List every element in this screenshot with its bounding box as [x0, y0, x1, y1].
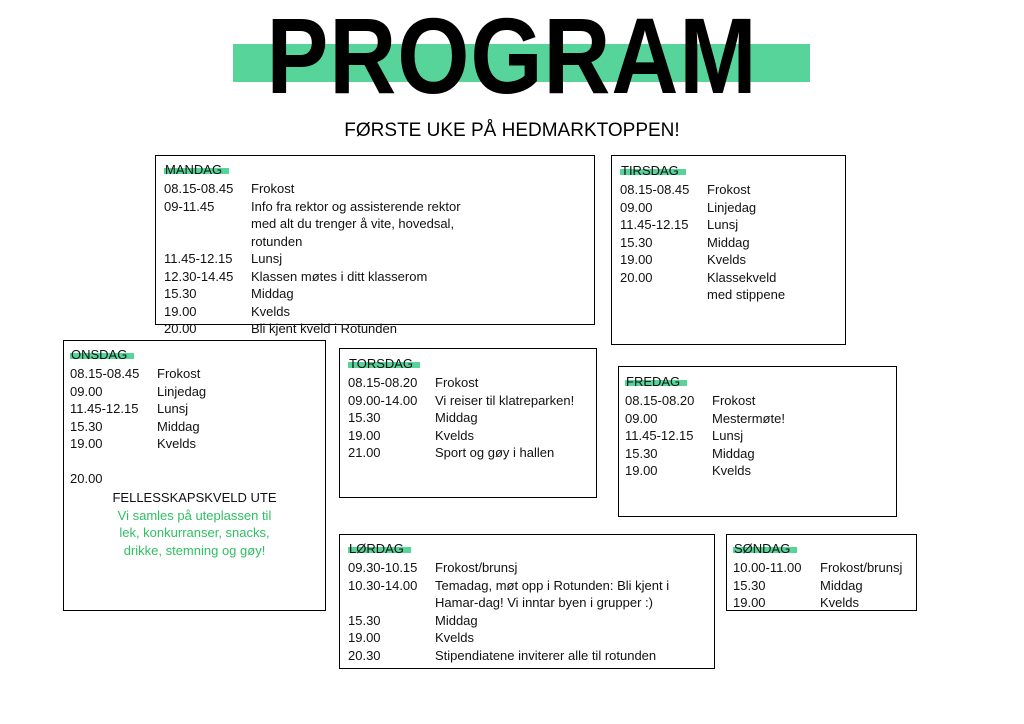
schedule-time: 19.00 — [625, 463, 658, 478]
schedule-activity: Klassekveld med stippene — [707, 269, 786, 302]
page-subtitle: FØRSTE UKE PÅ HEDMARKTOPPEN! — [344, 120, 680, 141]
schedule-list — [348, 559, 693, 664]
schedule-time: 19.00 — [348, 427, 381, 443]
schedule-time: 19.00 — [70, 436, 103, 451]
schedule-row — [625, 427, 888, 445]
schedule-time: 19.00 — [733, 595, 766, 610]
schedule-activity: Kvelds — [712, 463, 752, 478]
schedule-time: 09.30-10.15 — [348, 560, 418, 575]
schedule-row — [620, 199, 800, 217]
day-heading: SØNDAG — [733, 542, 791, 556]
schedule-activity: Lunsj — [712, 428, 744, 443]
schedule-activity: Lunsj — [251, 251, 283, 266]
schedule-time: 08.15-08.20 — [348, 375, 418, 390]
schedule-row — [625, 445, 888, 463]
schedule-activity: Kvelds — [820, 595, 860, 610]
schedule-activity: Middag — [820, 577, 863, 593]
schedule-time: 09.00 — [620, 199, 653, 215]
schedule-time: 21.00 — [348, 445, 381, 460]
day-heading: TORSDAG — [348, 357, 414, 371]
schedule-activity: Kvelds — [435, 427, 475, 443]
schedule-row — [348, 612, 693, 630]
schedule-activity: Bli kjent kveld i Rotunden — [251, 321, 397, 336]
schedule-time: 15.30 — [348, 612, 381, 628]
schedule-time: 15.30 — [733, 577, 766, 593]
schedule-activity: Middag — [712, 445, 755, 461]
schedule-activity: Mestermøte! — [712, 410, 785, 426]
schedule-row — [70, 383, 319, 401]
schedule-time: 09.00 — [70, 383, 103, 399]
day-box-sondag — [726, 534, 917, 611]
schedule-activity: Kvelds — [707, 252, 747, 267]
schedule-time: 19.00 — [164, 303, 197, 319]
schedule-time: 11.45-12.15 — [70, 401, 139, 416]
schedule-row — [348, 444, 588, 462]
schedule-time: 20.00 — [164, 321, 197, 336]
schedule-activity: Frokost — [157, 366, 201, 381]
schedule-time: 15.30 — [625, 445, 658, 461]
schedule-time: 12.30-14.45 — [164, 268, 234, 284]
schedule-activity: Middag — [707, 234, 750, 250]
schedule-activity: Kvelds — [157, 436, 197, 451]
day-heading: LØRDAG — [348, 542, 405, 556]
schedule-activity: Middag — [157, 418, 200, 434]
evening-description: Vi samles på uteplassen til lek, konkurranser, snacks, drikke, stemning og gøy! — [117, 507, 272, 558]
schedule-row — [348, 577, 693, 612]
schedule-time: 10.30-14.00 — [348, 577, 418, 593]
page-title: PROGRAM — [266, 0, 758, 116]
schedule-activity: Klassen møtes i ditt klasserom — [251, 268, 428, 284]
schedule-row — [733, 594, 910, 612]
schedule-time: 15.30 — [164, 286, 197, 301]
day-box-mandag — [155, 155, 595, 336]
schedule-activity: Lunsj — [157, 401, 189, 416]
schedule-time: 09.00-14.00 — [348, 392, 418, 408]
schedule-row — [733, 559, 910, 577]
schedule-activity: Frokost — [712, 393, 756, 408]
schedule-time: 08.15-08.45 — [70, 366, 140, 381]
day-box-onsdag — [63, 340, 326, 611]
schedule-row — [620, 181, 800, 199]
schedule-row — [620, 251, 800, 269]
day-box-torsdag — [339, 348, 597, 498]
schedule-row — [70, 435, 319, 453]
schedule-time: 15.30 — [348, 410, 381, 425]
schedule-row — [164, 268, 464, 286]
schedule-row — [620, 269, 800, 304]
schedule-activity: Kvelds — [435, 630, 475, 645]
schedule-row — [70, 418, 319, 436]
schedule-activity: Linjedag — [707, 199, 757, 215]
schedule-row — [70, 365, 319, 383]
schedule-activity: Frokost/brunsj — [820, 560, 903, 575]
day-heading: TIRSDAG — [620, 164, 680, 178]
schedule-activity: Middag — [435, 612, 478, 628]
schedule-row — [164, 180, 464, 198]
schedule-row — [70, 400, 319, 418]
schedule-time: 11.45-12.15 — [625, 428, 694, 443]
schedule-activity: Kvelds — [251, 303, 291, 319]
schedule-row — [620, 234, 800, 252]
schedule-list — [164, 180, 464, 338]
schedule-row — [625, 462, 888, 480]
evening-title: FELLESSKAPSKVELD UTE — [112, 490, 277, 505]
schedule-time: 20.00 — [620, 269, 653, 285]
day-box-lordag — [339, 534, 715, 669]
schedule-row — [625, 410, 888, 428]
schedule-time: 20.30 — [348, 647, 381, 663]
schedule-activity: Frokost/brunsj — [435, 560, 518, 575]
schedule-time: 15.30 — [620, 234, 653, 250]
schedule-activity: Sport og gøy i hallen — [435, 445, 555, 460]
schedule-activity: Linjedag — [157, 383, 207, 399]
schedule-time: 08.15-08.45 — [620, 182, 690, 197]
day-box-fredag — [618, 366, 897, 517]
schedule-time: 08.15-08.20 — [625, 393, 695, 408]
schedule-list — [620, 181, 800, 304]
day-heading: MANDAG — [164, 163, 223, 177]
schedule-row — [348, 409, 588, 427]
schedule-row — [348, 629, 693, 647]
schedule-time: 09-11.45 — [164, 198, 215, 214]
schedule-row — [348, 647, 693, 665]
schedule-list — [625, 392, 888, 480]
day-heading: ONSDAG — [70, 348, 128, 362]
schedule-row — [625, 392, 888, 410]
schedule-time: 15.30 — [70, 418, 103, 434]
schedule-activity: Stipendiatene inviterer alle til rotunden — [435, 647, 657, 663]
schedule-row — [348, 392, 588, 410]
schedule-row — [164, 285, 464, 303]
schedule-row — [348, 559, 693, 577]
schedule-list — [348, 374, 588, 462]
schedule-row — [164, 320, 464, 338]
schedule-list — [733, 559, 910, 612]
schedule-row — [164, 303, 464, 321]
schedule-time: 11.45-12.15 — [620, 217, 689, 232]
schedule-activity: Info fra rektor og assisterende rektor med alt du trenger å vite, hovedsal, rotunden — [251, 198, 461, 249]
schedule-time: 10.00-11.00 — [733, 560, 802, 575]
schedule-activity: Frokost — [707, 182, 751, 197]
schedule-row — [733, 577, 910, 595]
schedule-time: 09.00 — [625, 410, 658, 426]
schedule-time: 11.45-12.15 — [164, 251, 233, 266]
schedule-activity: Vi reiser til klatreparken! — [435, 392, 575, 408]
schedule-row — [620, 216, 800, 234]
schedule-activity: Frokost — [251, 181, 295, 196]
schedule-activity: Frokost — [435, 375, 479, 390]
schedule-activity: Middag — [251, 286, 294, 301]
day-box-tirsdag — [611, 155, 846, 345]
schedule-activity: Temadag, møt opp i Rotunden: Bli kjent i Hamar-dag! Vi inntar byen i grupper :) — [435, 577, 670, 610]
schedule-row — [164, 250, 464, 268]
schedule-time: 19.00 — [348, 630, 381, 645]
schedule-time: 19.00 — [620, 252, 653, 267]
schedule-activity: Middag — [435, 410, 478, 425]
schedule-row — [348, 427, 588, 445]
schedule-row — [348, 374, 588, 392]
schedule-activity: Lunsj — [707, 217, 739, 232]
schedule-row — [164, 198, 464, 251]
schedule-time: 08.15-08.45 — [164, 181, 234, 196]
schedule-list — [70, 365, 319, 453]
day-heading: FREDAG — [625, 375, 681, 389]
evening-time: 20.00 — [70, 470, 103, 486]
